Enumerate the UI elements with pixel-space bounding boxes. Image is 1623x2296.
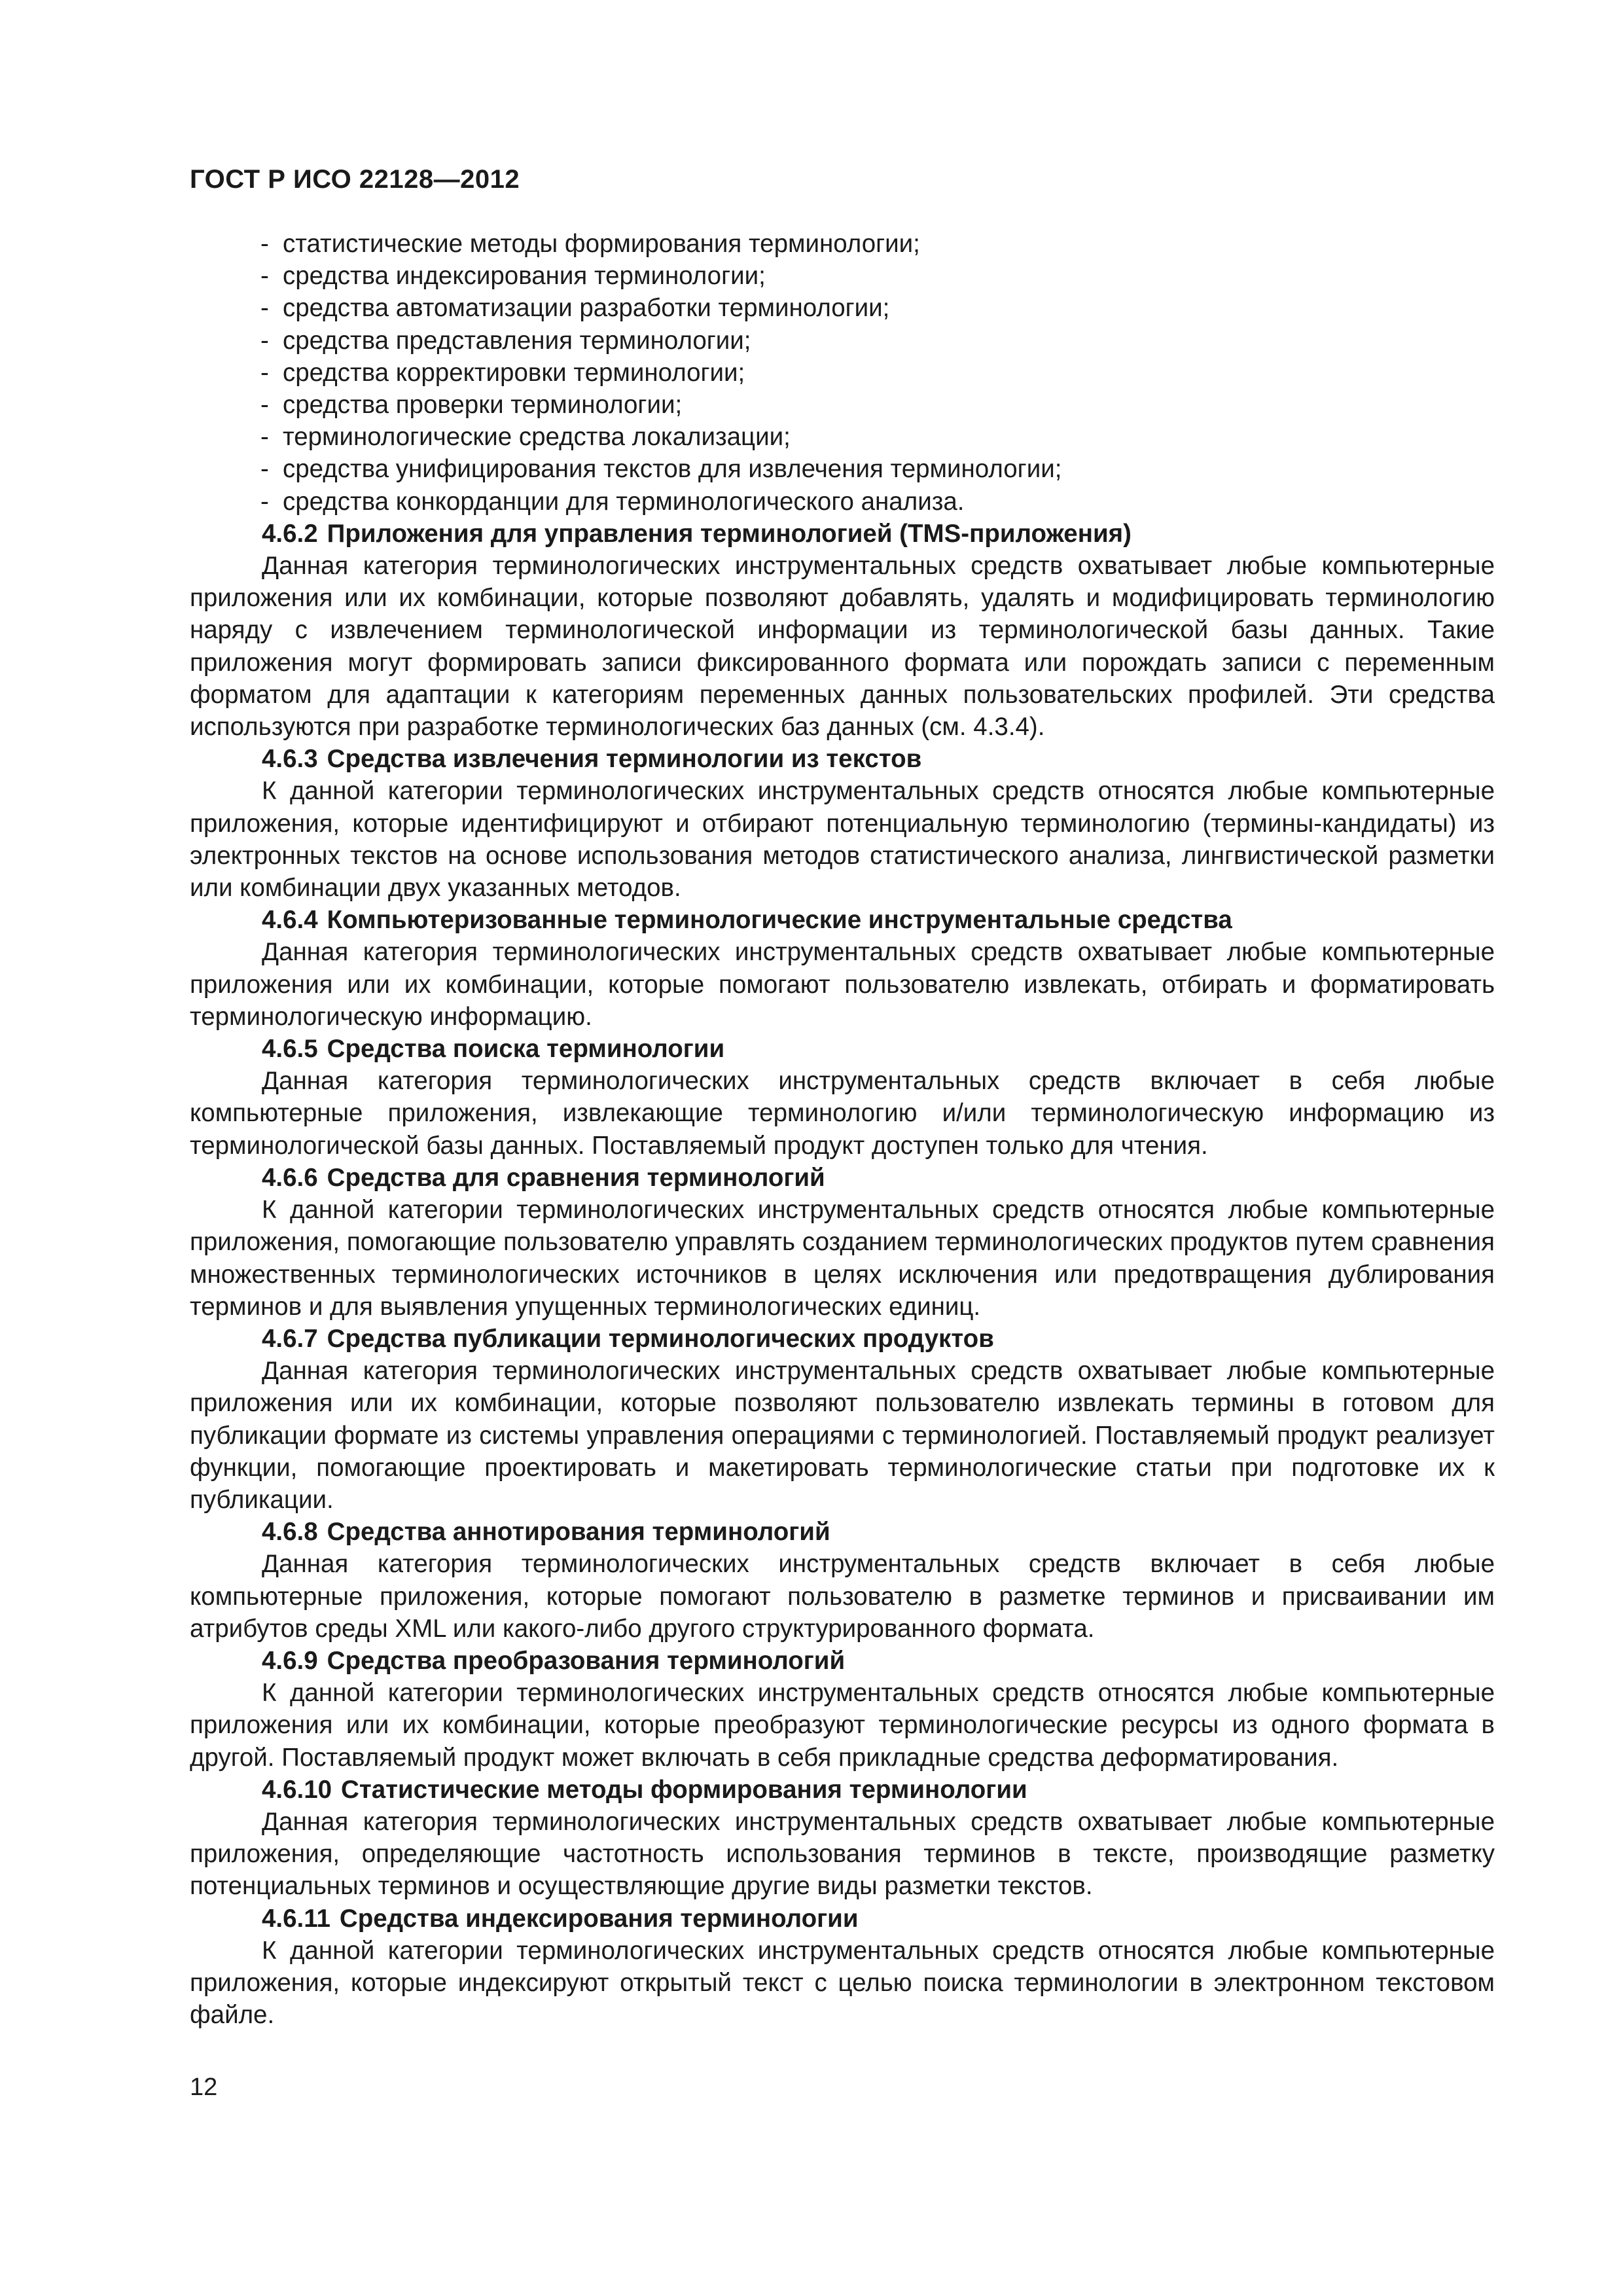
list-item: - средства унифицирования текстов для извлечения терминологии; — [260, 455, 1062, 484]
section-paragraph: К данной категории терминологических инструментальных средств относятся любые компьютерные приложения, которые идентифицируют и отбирают потенциальную терминологию (термины-кандидаты) из электронных текстов на основе использования методов статистического анализа, лингвистической разметки или комбинации двух указанных методов. — [190, 777, 1495, 903]
section-paragraph: Данная категория терминологических инструментальных средств охватывает любые компьютерные приложения или их комбинации, которые помогают пользователю извлекать, отбирать и форматировать терминологическую информацию. — [190, 938, 1495, 1031]
section-heading: 4.6.4 Компьютеризованные терминологические инструментальные средства — [262, 906, 1232, 935]
section-heading: 4.6.9 Средства преобразования терминологий — [262, 1646, 846, 1675]
document-header: ГОСТ Р ИСО 22128—2012 — [190, 165, 520, 194]
list-item: - средства конкорданции для терминологического анализа. — [260, 487, 965, 516]
list-item: - статистические методы формирования терминологии; — [260, 230, 920, 258]
section-heading: 4.6.7 Средства публикации терминологических продуктов — [262, 1324, 994, 1353]
page-number: 12 — [190, 2073, 218, 2101]
section-heading: 4.6.3 Средства извлечения терминологии из текстов — [262, 745, 922, 774]
list-item: - средства индексирования терминологии; — [260, 262, 766, 291]
list-item: - средства корректировки терминологии; — [260, 358, 745, 387]
section-heading: 4.6.10 Статистические методы формирования терминологии — [262, 1775, 1027, 1804]
list-item: - средства представления терминологии; — [260, 326, 751, 355]
document-body — [190, 228, 1495, 2031]
section-paragraph: Данная категория терминологических инструментальных средств включает в себя любые компьютерные приложения, извлекающие терминологию и/или терминологическую информацию из терминологической базы данных. Поставляемый продукт доступен только для чтения. — [190, 1067, 1495, 1160]
section-heading: 4.6.2 Приложения для управления терминологией (TMS-приложения) — [262, 519, 1132, 548]
section-heading: 4.6.8 Средства аннотирования терминологий — [262, 1518, 830, 1547]
section-paragraph: К данной категории терминологических инструментальных средств относятся любые компьютерные приложения или их комбинации, которые преобразуют терминологические ресурсы из одного формата в другой. Поставляемый продукт может включать в себя прикладные средства деформатирования. — [190, 1679, 1495, 1772]
list-item: - средства автоматизации разработки терминологии; — [260, 294, 890, 323]
section-heading: 4.6.6 Средства для сравнения терминологий — [262, 1163, 825, 1192]
list-item: - терминологические средства локализации; — [260, 423, 791, 452]
section-paragraph: К данной категории терминологических инструментальных средств относятся любые компьютерные приложения, которые индексируют открытый текст с целью поиска терминологии в электронном текстовом файле. — [190, 1936, 1495, 2030]
list-item: - средства проверки терминологии; — [260, 391, 683, 420]
section-heading: 4.6.5 Средства поиска терминологии — [262, 1035, 725, 1064]
section-paragraph: Данная категория терминологических инструментальных средств охватывает любые компьютерные приложения или их комбинации, которые позволяют добавлять, удалять и модифицировать терминологию наряду с извлечением терминологической информации из терминологической базы данных. Такие приложения могут формировать записи фиксированного формата или порождать записи с переменным форматом для адаптации к категориям переменных данных пользовательских профилей. Эти средства используются при разработке терминологических баз данных (см. 4.3.4). — [190, 552, 1495, 742]
section-paragraph: Данная категория терминологических инструментальных средств охватывает любые компьютерные приложения или их комбинации, которые позволяют пользователю извлекать термины в готовом для публикации формате из системы управления операциями с терминологией. Поставляемый продукт реализует функции, помогающие проектировать и макетировать терминологические статьи при подготовке их к публикации. — [190, 1357, 1495, 1514]
section-paragraph: Данная категория терминологических инструментальных средств включает в себя любые компьютерные приложения, которые помогают пользователю в разметке терминов и присваивании им атрибутов среды XML или какого-либо другого структурированного формата. — [190, 1550, 1495, 1643]
section-heading: 4.6.11 Средства индексирования терминологии — [262, 1904, 859, 1933]
section-paragraph: Данная категория терминологических инструментальных средств охватывает любые компьютерные приложения, определяющие частотность использования терминов в тексте, производящие разметку потенциальных терминов и осуществляющие другие виды разметки текстов. — [190, 1807, 1495, 1901]
section-paragraph: К данной категории терминологических инструментальных средств относятся любые компьютерные приложения, помогающие пользователю управлять созданием терминологических продуктов путем сравнения множественных терминологических источников в целях исключения или предотвращения дублирования терминов и для выявления упущенных терминологических единиц. — [190, 1196, 1495, 1321]
